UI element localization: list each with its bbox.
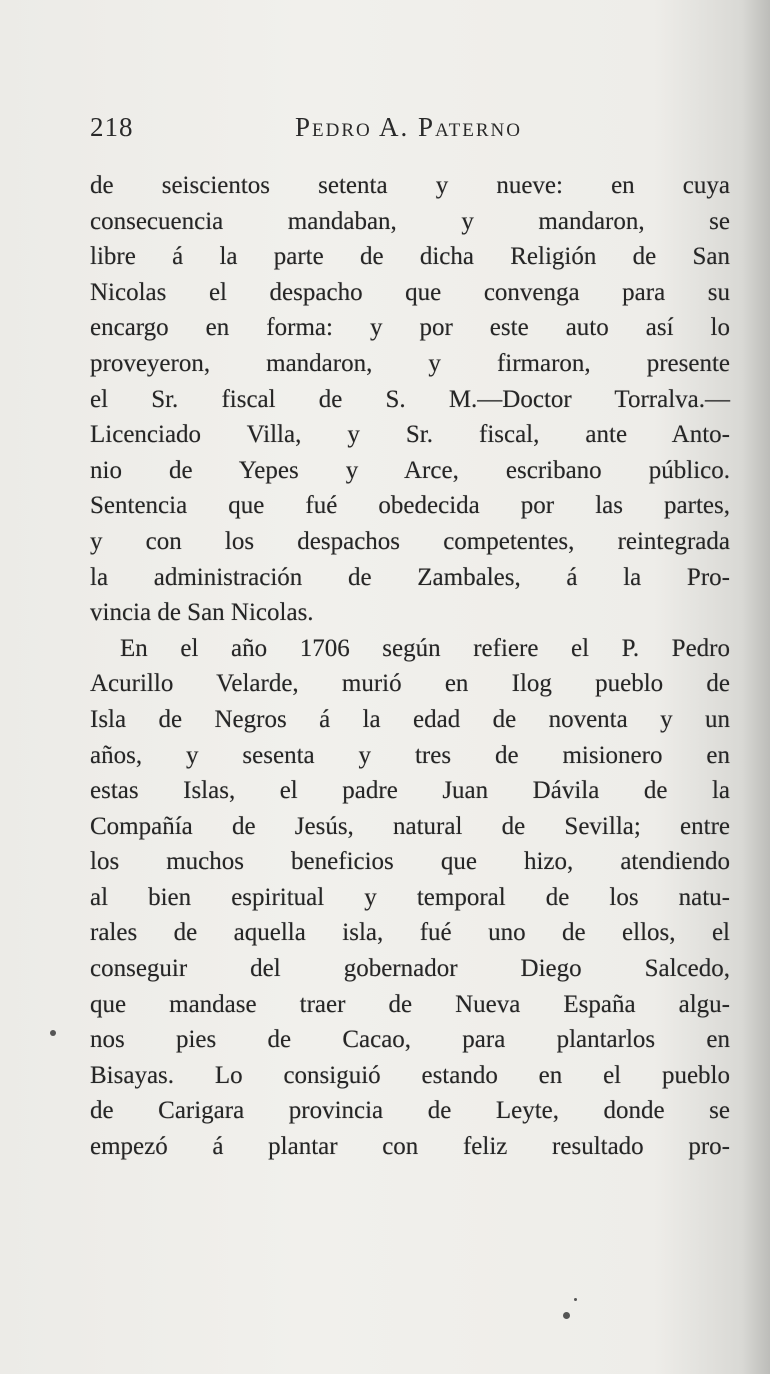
text-line: de Carigara provincia de Leyte, donde se	[90, 1097, 730, 1125]
text-line: que mandase traer de Nueva España algu-	[90, 990, 730, 1018]
text-line: Bisayas. Lo consiguió estando en el pueblo	[90, 1061, 730, 1089]
text-line: consecuencia mandaban, y mandaron, se	[90, 207, 730, 235]
text-line: la administración de Zambales, á la Pro-	[90, 563, 730, 591]
ink-speck	[50, 1030, 56, 1036]
text-line: nos pies de Cacao, para plantarlos en	[90, 1026, 730, 1054]
text-line: al bien espiritual y temporal de los natu-	[90, 883, 730, 911]
text-line: Nicolas el despacho que convenga para su	[90, 278, 730, 306]
text-line: estas Islas, el padre Juan Dávila de la	[90, 777, 730, 805]
text-line: y con los despachos competentes, reintegrada	[90, 527, 730, 555]
page-edge-shadow	[742, 0, 770, 1374]
text-line: conseguir del gobernador Diego Salcedo,	[90, 955, 730, 983]
text-line: En el año 1706 según refiere el P. Pedro	[120, 634, 730, 662]
text-line: proveyeron, mandaron, y firmaron, presente	[90, 349, 730, 377]
text-line: Isla de Negros á la edad de noventa y un	[90, 705, 730, 733]
running-head: Pedro A. Paterno	[295, 112, 522, 142]
ink-speck	[563, 1312, 570, 1319]
text-line: Licenciado Villa, y Sr. fiscal, ante Anto-	[90, 421, 730, 449]
text-line: los muchos beneficios que hizo, atendiendo	[90, 848, 730, 876]
ink-speck	[574, 1298, 577, 1301]
text-line: el Sr. fiscal de S. M.—Doctor Torralva.—	[90, 385, 730, 413]
text-line: años, y sesenta y tres de misionero en	[90, 741, 730, 769]
page-number: 218	[90, 112, 134, 142]
page-header	[90, 112, 730, 152]
paragraph-2	[90, 631, 730, 1165]
text-line: de seiscientos setenta y nueve: en cuya	[90, 172, 730, 199]
paragraph-1	[90, 168, 730, 631]
text-line: Acurillo Velarde, murió en Ilog pueblo de	[90, 670, 730, 698]
body-text	[90, 168, 730, 1165]
text-line: libre á la parte de dicha Religión de San	[90, 243, 730, 271]
text-line: Sentencia que fué obedecida por las partes,	[90, 492, 730, 520]
text-line: encargo en forma: y por este auto así lo	[90, 314, 730, 342]
text-line: vincia de San Nicolas.	[90, 599, 314, 627]
text-line: Compañía de Jesús, natural de Sevilla; entre	[90, 812, 730, 840]
text-line: rales de aquella isla, fué uno de ellos, el	[90, 919, 730, 947]
text-line: empezó á plantar con feliz resultado pro-	[90, 1133, 730, 1161]
text-line: nio de Yepes y Arce, escribano público.	[90, 456, 730, 484]
